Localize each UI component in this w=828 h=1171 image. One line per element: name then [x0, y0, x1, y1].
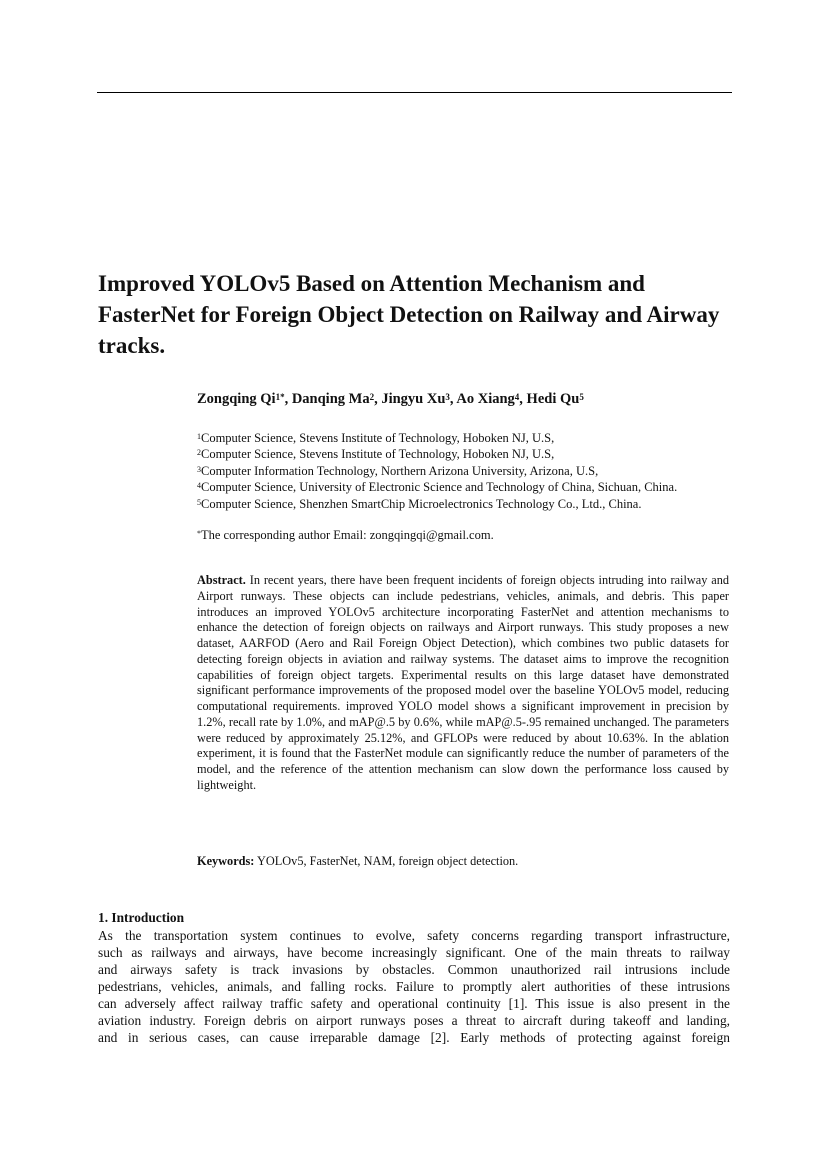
affiliation-superscript: 4	[197, 481, 201, 491]
affiliation	[197, 430, 757, 446]
header-rule	[97, 92, 732, 93]
keywords-label: Keywords:	[197, 854, 255, 868]
body-line: and airways safety is track invasions by obstacles. Common unauthorized rail intrusions include	[98, 962, 730, 977]
body-line: pedestrians, vehicles, animals, and falling rocks. Failure to promptly alert authorities of these intrusions	[98, 979, 730, 994]
affiliation-text: Computer Science, University of Electronic Science and Technology of China, Sichuan, China.	[201, 480, 678, 495]
affiliation-text: Computer Science, Shenzhen SmartChip Microelectronics Technology Co., Ltd., China.	[201, 496, 642, 511]
author-list: Zongqing $Qi^{1*}$, Danqing Ma$^2$, Jingyu Xu$^3$, Ao Xiang$^4$, Hedi Qu$^5$	[197, 391, 584, 407]
affiliation-list	[197, 430, 757, 512]
affiliation-superscript: 3	[197, 464, 201, 474]
keywords	[197, 853, 729, 869]
author-superscript: 2	[369, 392, 375, 402]
introduction-body	[98, 927, 730, 1046]
author-superscript: 4	[514, 392, 520, 402]
affiliation-superscript: 1	[197, 432, 201, 441]
author-name: Jingyu Xu	[381, 391, 446, 407]
keywords-text: YOLOv5, FasterNet, NAM, foreign object detection.	[257, 854, 519, 868]
affiliation-text: Computer Science, Stevens Institute of Technology, Hoboken NJ, U.S,	[201, 431, 555, 445]
corresponding-superscript: *	[197, 529, 201, 538]
author-superscript: 5	[579, 392, 584, 402]
affiliation-text: Computer Information Technology, Northern Arizona University, Arizona, U.S,	[201, 463, 599, 478]
author-superscript: 3	[445, 392, 450, 402]
abstract-label: Abstract.	[197, 573, 246, 587]
author-name: Hedi Qu	[526, 391, 580, 407]
author-name: Danqing Ma	[291, 391, 370, 407]
body-line: and in serious cases, can cause irreparable damage [2]. Early methods of protecting against foreign	[98, 1030, 730, 1045]
body-line: can adversely affect railway traffic safety and operational continuity [1]. This issue is also present in the	[98, 996, 730, 1011]
affiliation-text: Computer Science, Stevens Institute of Technology, Hoboken NJ, U.S,	[201, 447, 555, 462]
affiliation	[197, 446, 757, 462]
affiliation	[197, 463, 757, 479]
body-line: As the transportation system continues to evolve, safety concerns regarding transport infrastructure,	[98, 928, 730, 943]
author-name: Zongqing Qi	[197, 391, 276, 407]
corresponding-author	[197, 527, 737, 543]
affiliation	[197, 479, 757, 495]
affiliation	[197, 496, 757, 512]
abstract-text: In recent years, there have been frequent incidents of foreign objects intruding into railway and Airport runways. These objects can include pedestrians, vehicles, animals, and debris. This paper introduces an improved YOLOv5 architecture incorporating FasterNet and attention mechanisms to enhance the detection of foreign objects on railways and Airport runways. This study proposes a new dataset, AARFOD (Aero and Rail Foreign Object Detection), which combines two public datasets for detecting foreign objects in aviation and railway systems. The dataset aims to improve the recognition capabilities of foreign object targets. Experimental results on this large dataset have demonstrated significant performance improvements of the proposed model over the baseline YOLOv5 model, reducing computational requirements. improved YOLO model shows a significant improvement in precision by 1.2%, recall rate by 1.0%, and mAP@.5 by 0.6%, while mAP@.5-.95 remained unchanged. The parameters were reduced by approximately 25.12%, and GFLOPs were reduced by about 10.63%. In the ablation experiment, it is found that the FasterNet module can significantly reduce the number of parameters of the model, and the reference of the attention mechanism can slow down the performance loss caused by lightweight.	[197, 573, 729, 792]
section-heading-introduction: 1. Introduction	[98, 910, 185, 925]
author-superscript: 1*	[275, 392, 285, 402]
paper-title: Improved YOLOv5 Based on Attention Mechanism and FasterNet for Foreign Object Detection on Railway and Airway tracks.	[98, 271, 720, 358]
author-name: Ao Xiang	[456, 391, 515, 407]
abstract	[197, 573, 729, 794]
affiliation-superscript: 5	[197, 497, 201, 507]
corresponding-text: The corresponding author Email: zongqingqi@gmail.com.	[201, 528, 494, 542]
affiliation-superscript: 2	[197, 448, 201, 458]
body-line: such as railways and airways, have become increasingly significant. One of the main threats to railway	[98, 945, 730, 960]
body-line: aviation industry. Foreign debris on airport runways poses a threat to aircraft during takeoff and landing,	[98, 1013, 730, 1028]
